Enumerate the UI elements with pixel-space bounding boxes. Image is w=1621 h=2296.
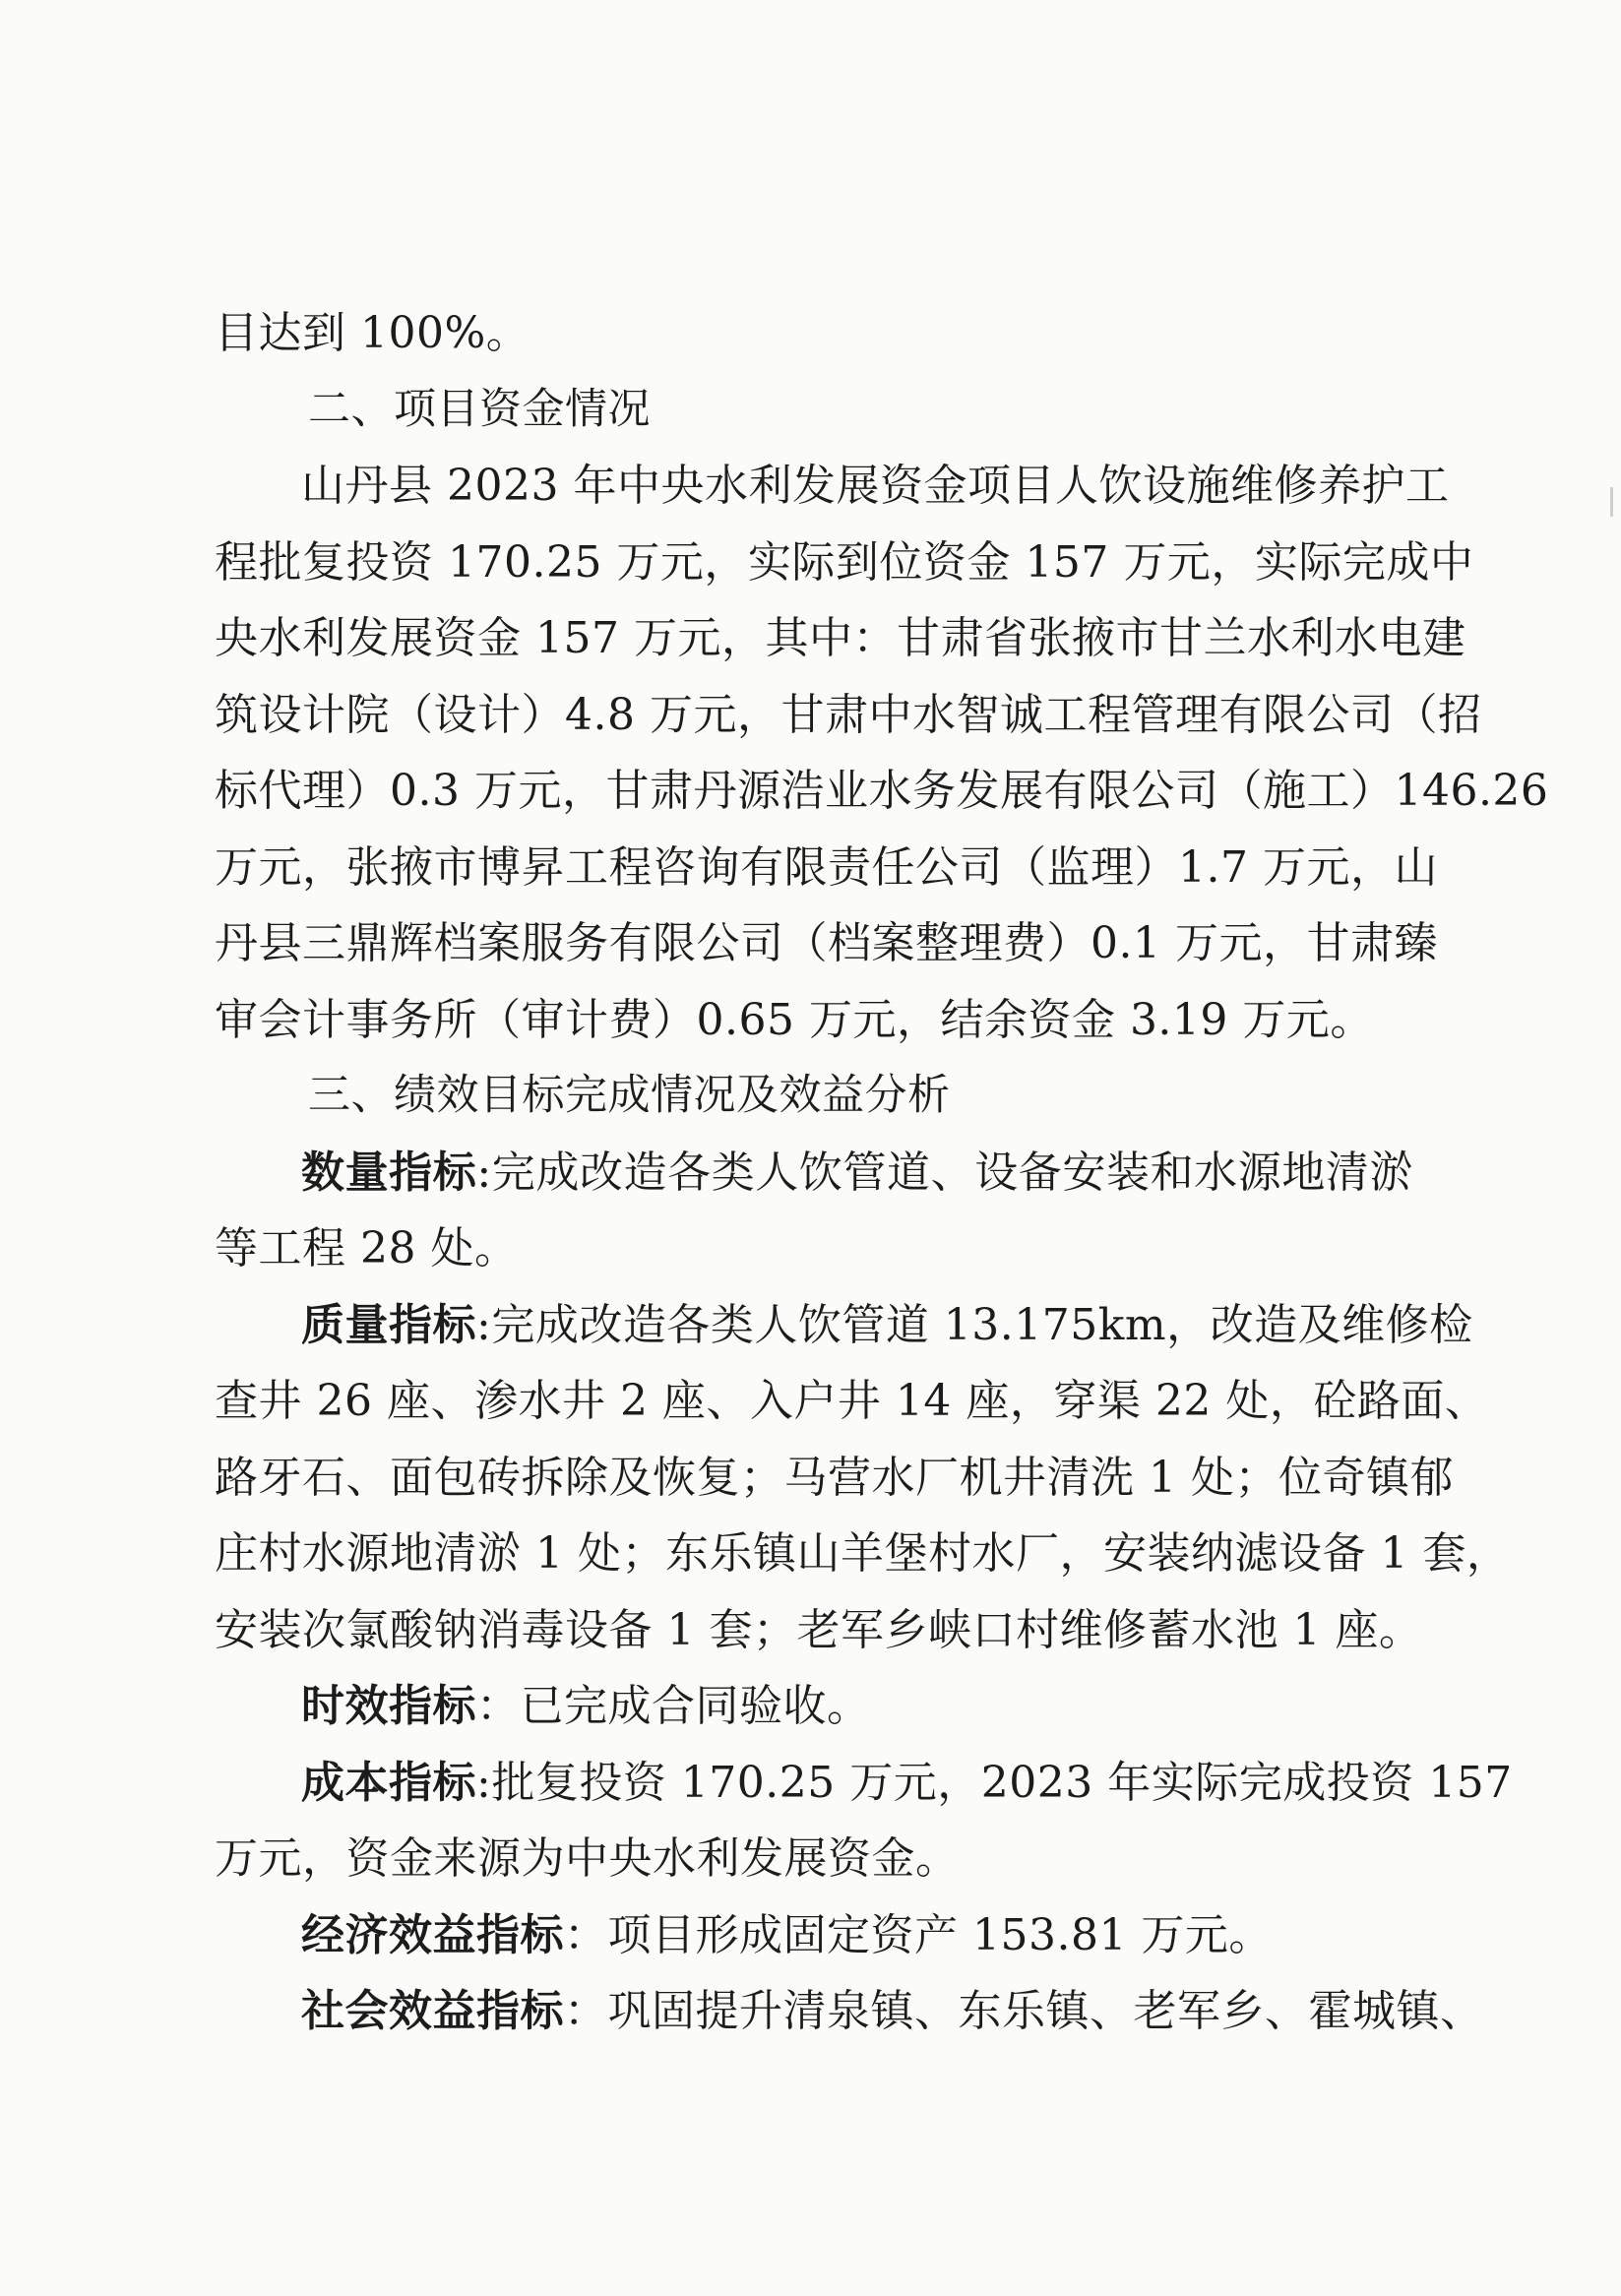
line-text: 万元，资金来源为中央水利发展资金。 [215, 1833, 960, 1884]
paragraph-line [215, 1668, 1413, 1745]
heading-text: 二、项目资金情况 [308, 384, 651, 434]
indicator-label: 经济效益指标 [301, 1909, 564, 1960]
line-text: 目达到 100%。 [215, 308, 530, 358]
line-text: 等工程 28 处。 [215, 1223, 519, 1273]
paragraph-line [215, 1363, 1489, 1440]
indicator-label: 时效指标 [301, 1681, 476, 1731]
paragraph-line [215, 295, 1413, 372]
line-text: ：巩固提升清泉镇、东乐镇、老军乡、霍城镇、 [564, 1986, 1484, 2036]
line-text: 安装次氯酸钠消毒设备 1 套；老军乡峡口村维修蓄水池 1 座。 [215, 1604, 1423, 1655]
line-text: :完成改造各类人饮管道、设备安装和水源地清淤 [476, 1147, 1414, 1198]
paragraph-line [215, 525, 1474, 601]
line-text: 筑设计院（设计）4.8 万元，甘肃中水智诚工程管理有限公司（招 [215, 689, 1482, 740]
section-heading-performance [215, 1058, 1413, 1135]
line-text: 审会计事务所（审计费）0.65 万元，结余资金 3.19 万元。 [215, 994, 1374, 1045]
indicator-label: 社会效益指标 [301, 1986, 564, 2036]
line-text: 程批复投资 170.25 万元，实际到位资金 157 万元，实际完成中 [215, 536, 1474, 588]
scan-artifact [1610, 487, 1613, 517]
indicator-label: 数量指标 [301, 1147, 477, 1198]
paragraph-line [215, 1897, 1413, 1974]
paragraph-line [215, 753, 1549, 830]
paragraph-line [215, 905, 1438, 982]
paragraph-line [215, 830, 1438, 906]
line-text: ：已完成合同验收。 [476, 1681, 871, 1731]
indicator-label: 质量指标 [301, 1299, 476, 1350]
paragraph-line [215, 1440, 1454, 1517]
line-text: :完成改造各类人饮管道 13.175km，改造及维修检 [476, 1299, 1473, 1350]
paragraph-line [215, 1516, 1511, 1592]
paragraph-line [215, 1821, 1413, 1897]
paragraph-line [215, 1973, 1484, 2050]
paragraph-line [215, 1287, 1473, 1364]
section-heading-funding [215, 372, 1413, 449]
line-text: :批复投资 170.25 万元，2023 年实际完成投资 157 [476, 1757, 1513, 1808]
line-text: 查井 26 座、渗水井 2 座、入户井 14 座，穿渠 22 处，砼路面、 [215, 1376, 1489, 1426]
heading-text: 三、绩效目标完成情况及效益分析 [308, 1071, 951, 1120]
line-text: 央水利发展资金 157 万元，其中：甘肃省张掖市甘兰水利水电建 [215, 613, 1466, 663]
line-text: 丹县三鼎辉档案服务有限公司（档案整理费）0.1 万元，甘肃臻 [215, 918, 1438, 968]
paragraph-line [215, 1135, 1413, 1211]
paragraph-line [215, 982, 1413, 1059]
paragraph-line [215, 1745, 1513, 1822]
paragraph-line [215, 1210, 1413, 1287]
line-text: 庄村水源地清淤 1 处；东乐镇山羊堡村水厂，安装纳滤设备 1 套， [215, 1528, 1511, 1579]
paragraph-line [215, 600, 1466, 677]
line-text: 路牙石、面包砖拆除及恢复；马营水厂机井清洗 1 处；位奇镇郁 [215, 1452, 1454, 1503]
document-body [215, 295, 1549, 2050]
indicator-label: 成本指标 [301, 1757, 476, 1808]
paragraph-line [215, 677, 1482, 754]
line-text: ：项目形成固定资产 153.81 万元。 [564, 1909, 1273, 1960]
paragraph-line [215, 1592, 1423, 1669]
line-text: 万元，张掖市博昇工程咨询有限责任公司（监理）1.7 万元，山 [215, 841, 1438, 893]
line-text: 山丹县 2023 年中央水利发展资金项目人饮设施维修养护工 [301, 461, 1450, 511]
line-text: 标代理）0.3 万元，甘肃丹源浩业水务发展有限公司（施工）146.26 [215, 766, 1549, 816]
paragraph-line [215, 448, 1450, 525]
